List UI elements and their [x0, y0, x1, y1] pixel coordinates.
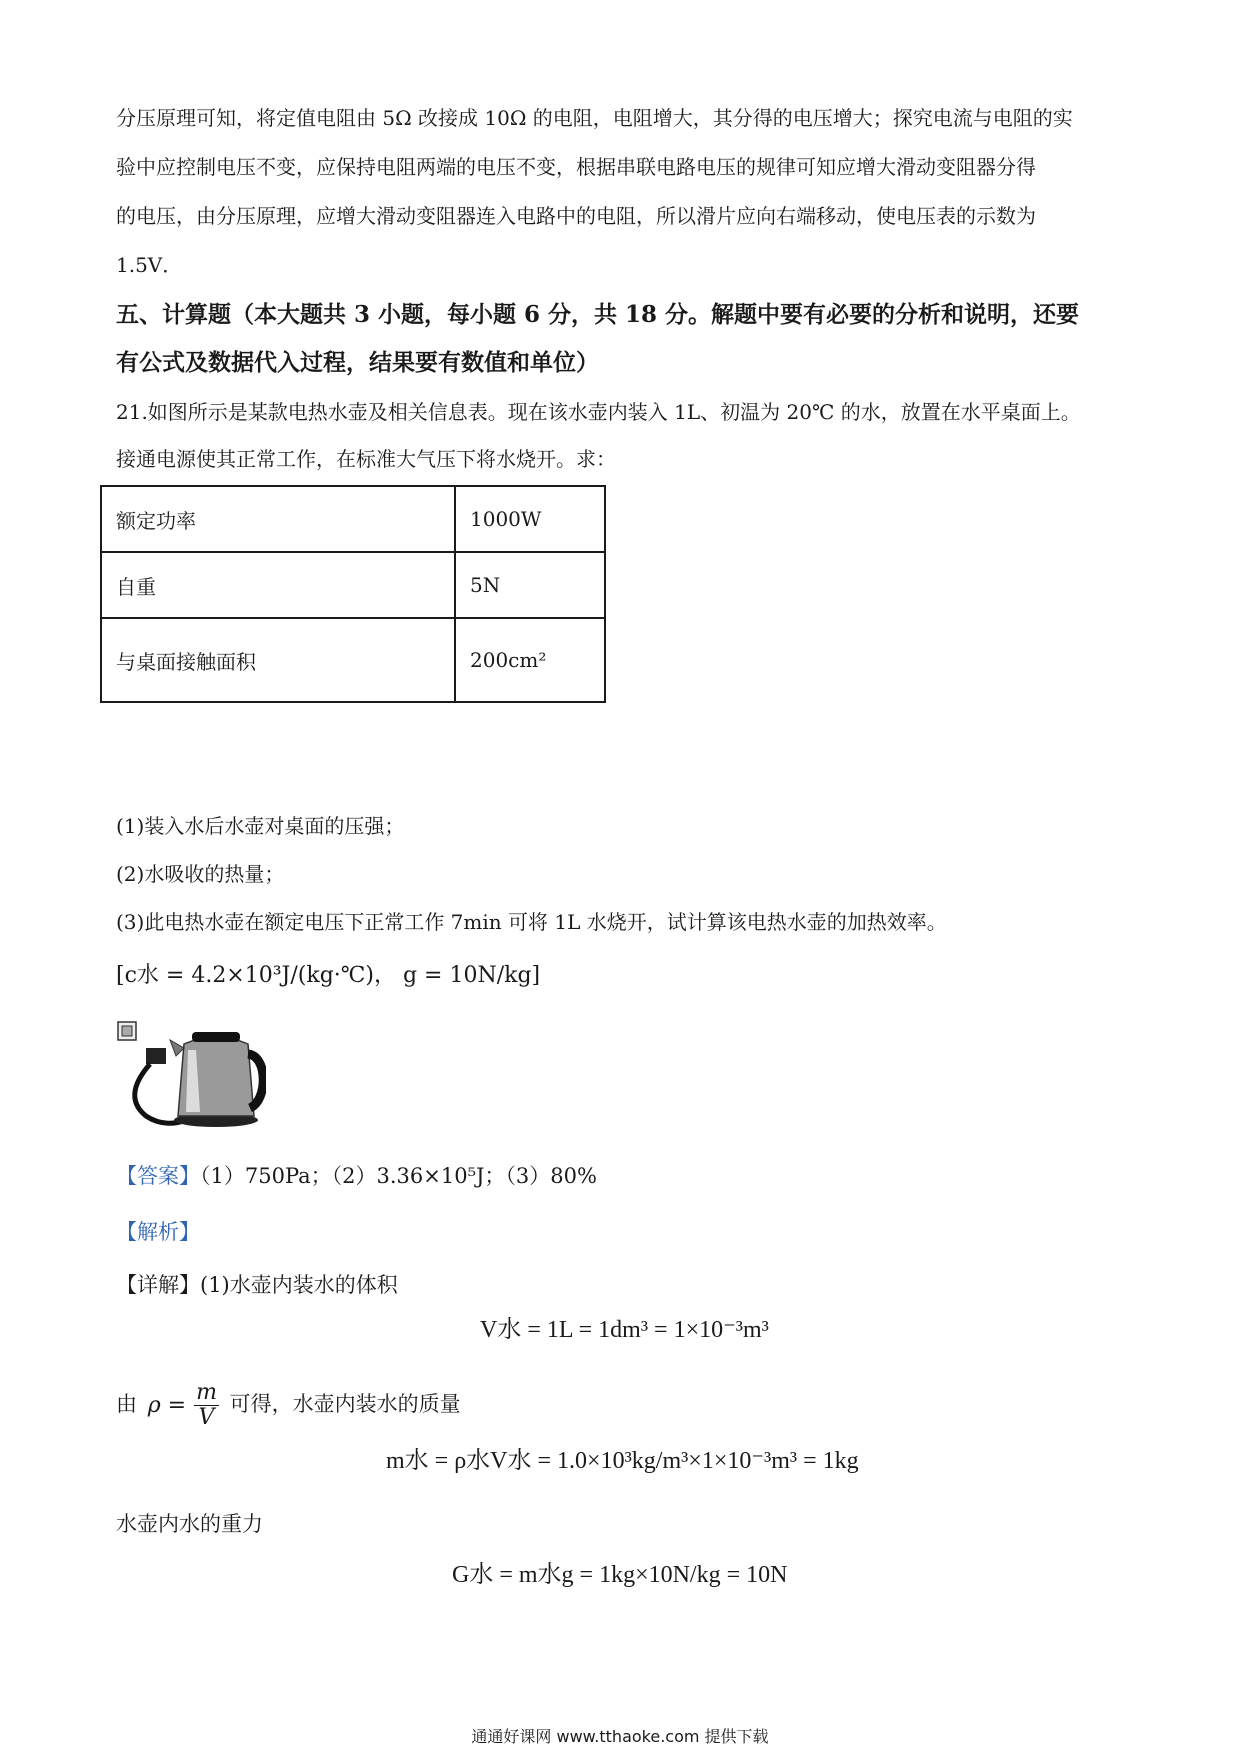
- answer-text: （1）750Pa；（2）3.36×10⁵J；（3）80%: [200, 1164, 597, 1188]
- equation-gravity: G水 = m水g = 1kg×10N/kg = 10N: [452, 1562, 788, 1588]
- kettle-image: [116, 1020, 266, 1130]
- constants: [c水 = 4.2×10³J/(kg·℃)， g = 10N/kg]: [116, 963, 541, 988]
- section-heading-line-2: 有公式及数据代入过程，结果要有数值和单位）: [116, 349, 599, 376]
- answer-line: [116, 1164, 597, 1188]
- equation-volume: V水 = 1L = 1dm³ = 1×10⁻³m³: [480, 1317, 769, 1343]
- question-line-1: 21.如图所示是某款电热水壶及相关信息表。现在该水壶内装入 1L、初温为 20℃ 的水，放置在水平桌面上。: [116, 400, 1081, 424]
- spec-label: 自重: [101, 552, 455, 618]
- spec-value: 5N: [455, 552, 605, 618]
- spec-row: [101, 618, 605, 702]
- plug-icon: [146, 1048, 166, 1064]
- spec-value: 1000W: [455, 486, 605, 552]
- spec-row: [101, 552, 605, 618]
- gravity-text: 水壶内水的重力: [116, 1512, 263, 1536]
- question-line-2: 接通电源使其正常工作，在标准大气压下将水烧开。求：: [116, 447, 616, 471]
- spec-table: [100, 485, 606, 703]
- detail-text: 【详解】(1)水壶内装水的体积: [116, 1273, 398, 1297]
- density-prefix: 由: [116, 1392, 137, 1416]
- analysis-label: 【解析】: [116, 1220, 200, 1244]
- intro-line-3: 的电压，由分压原理，应增大滑动变阻器连入电路中的电阻，所以滑片应向右端移动，使电压表的示数为: [116, 204, 1036, 228]
- section-heading-line-1: 五、计算题（本大题共 3 小题，每小题 6 分，共 18 分。解题中要有必要的分析和说明，还要: [116, 301, 1080, 328]
- sub-question-3: (3)此电热水壶在额定电压下正常工作 7min 可将 1L 水烧开，试计算该电热水壶的加热效率。: [116, 910, 947, 934]
- spec-row: [101, 486, 605, 552]
- sub-question-2: (2)水吸收的热量；: [116, 862, 285, 886]
- density-line: [116, 1376, 461, 1432]
- spec-label: 额定功率: [101, 486, 455, 552]
- answer-label: 【答案】: [116, 1164, 200, 1188]
- spec-label: 与桌面接触面积: [101, 618, 455, 702]
- equation-mass: m水 = ρ水V水 = 1.0×10³kg/m³×1×10⁻³m³ = 1kg: [386, 1448, 859, 1474]
- intro-line-4: 1.5V．: [116, 253, 183, 277]
- intro-line-2: 验中应控制电压不变，应保持电阻两端的电压不变，根据串联电路电压的规律可知应增大滑动变阻器分得: [116, 155, 1036, 179]
- spec-value: 200cm²: [455, 618, 605, 702]
- sub-question-1: (1)装入水后水壶对桌面的压强；: [116, 814, 405, 838]
- density-suffix: 可得，水壶内装水的质量: [229, 1392, 461, 1416]
- density-fraction: $\frac{m}{V}$: [196, 1380, 217, 1430]
- intro-line-1: 分压原理可知，将定值电阻由 5Ω 改接成 10Ω 的电阻，电阻增大，其分得的电压增大；探究电流与电阻的实: [116, 106, 1073, 130]
- footer: 通通好课网 www.tthaoke.com 提供下载: [471, 1727, 769, 1746]
- density-formula: ρ =: [147, 1392, 187, 1418]
